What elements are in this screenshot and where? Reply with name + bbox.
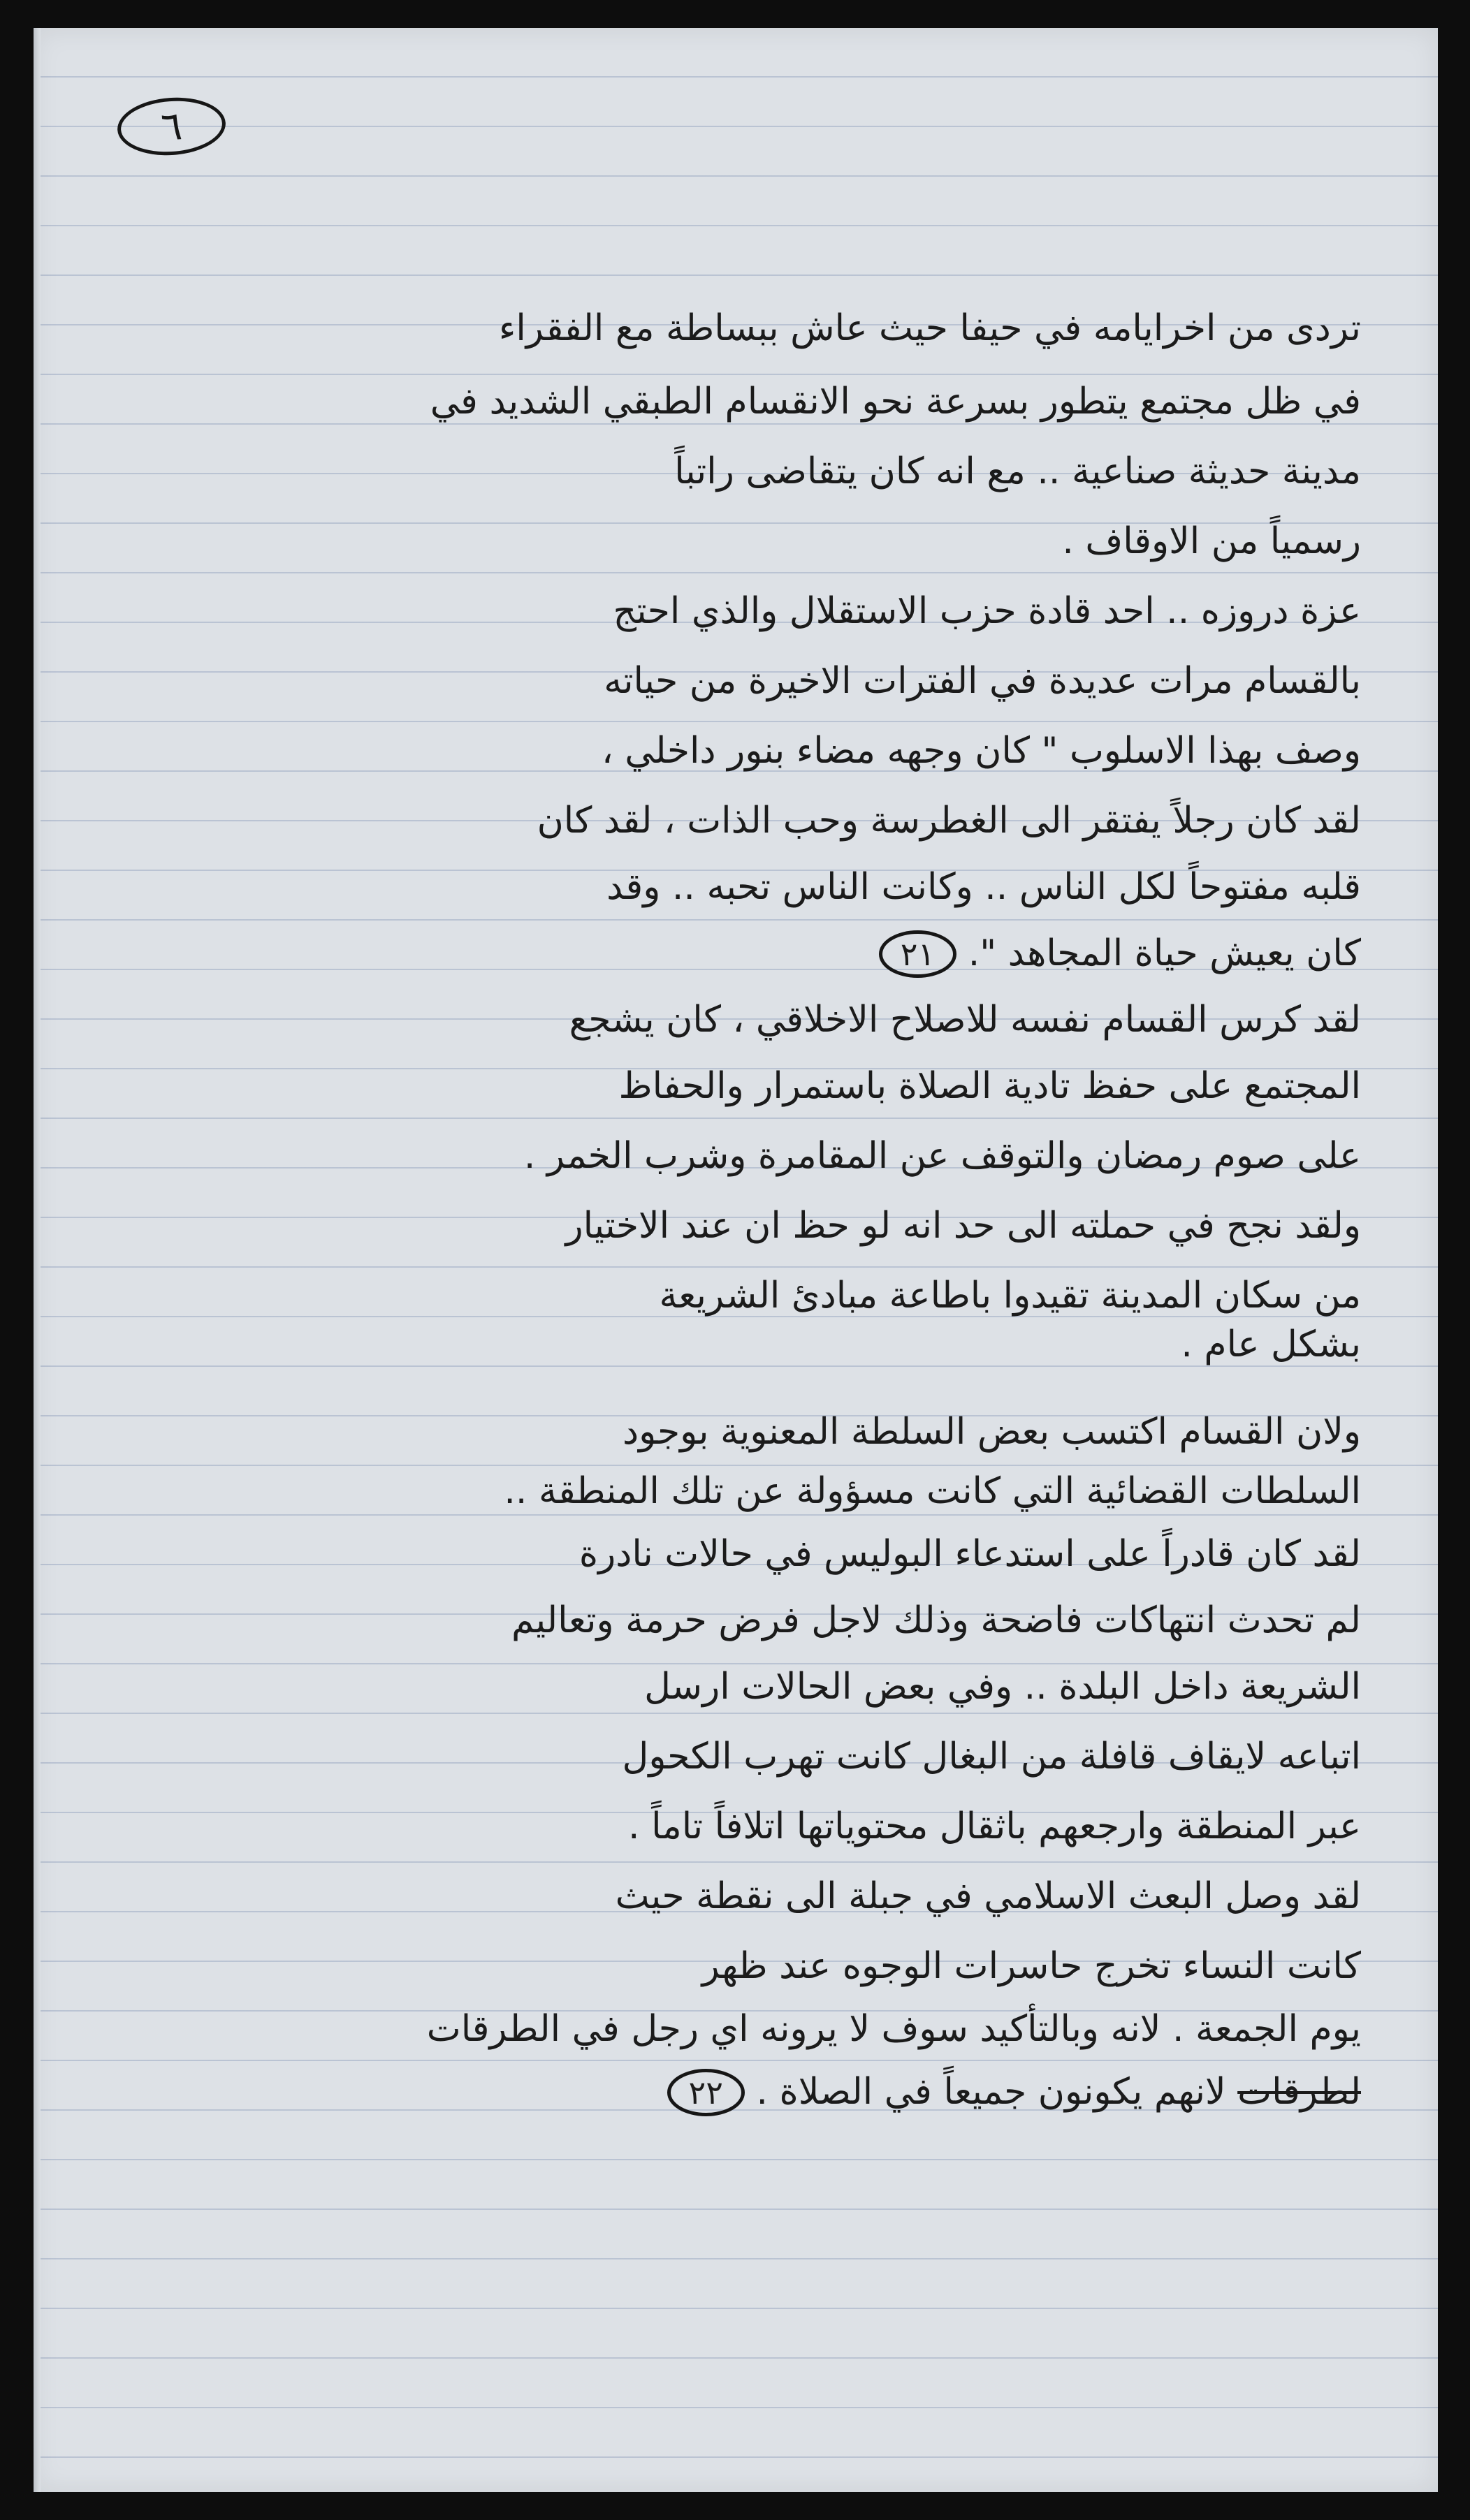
text-line: في ظل مجتمع يتطور بسرعة نحو الانقسام الطبقي الشديد في	[430, 381, 1361, 423]
text-line: لقد وصل البعث الاسلامي في جبلة الى نقطة حيث	[615, 1875, 1361, 1917]
text-line-with-note	[869, 929, 1361, 978]
footnote-marker: ٢١	[879, 930, 956, 978]
text-line: اتباعه لايقاف قافلة من البغال كانت تهرب الكحول	[622, 1736, 1361, 1778]
text-line: رسمياً من الاوقاف .	[1062, 520, 1361, 562]
struck-word: لطرقات	[1237, 2071, 1361, 2113]
text-line: ولقد نجح في حملته الى حد انه لو حظ ان عند الاختيار	[565, 1205, 1361, 1247]
text-line: يوم الجمعة . لانه وبالتأكيد سوف لا يرونه اي رجل في الطرقات	[426, 2008, 1361, 2050]
page-binding-edge	[34, 28, 41, 2492]
text-line: لقد كان رجلاً يفتقر الى الغطرسة وحب الذات ، لقد كان	[537, 800, 1361, 842]
text-line: لقد كرس القسام نفسه للاصلاح الاخلاقي ، كان يشجع	[569, 999, 1361, 1041]
text-line: كانت النساء تخرج حاسرات الوجوه عند ظهر	[701, 1945, 1361, 1987]
page-number: ٦	[159, 103, 184, 150]
page-number-circle	[115, 94, 227, 159]
text-line: لم تحدث انتهاكات فاضحة وذلك لاجل فرض حرمة وتعاليم	[511, 1599, 1361, 1641]
text-line: تردى من اخرايامه في حيفا حيث عاش ببساطة مع الفقراء	[498, 307, 1361, 349]
text-line: السلطات القضائية التي كانت مسؤولة عن تلك المنطقة ..	[504, 1470, 1361, 1512]
text-line: لانهم يكونون جميعاً في الصلاة .	[756, 2071, 1226, 2113]
text-line: بالقسام مرات عديدة في الفترات الاخيرة من حياته	[604, 660, 1361, 702]
text-line: المجتمع على حفظ تادية الصلاة باستمرار والحفاظ	[618, 1065, 1361, 1107]
text-line: عزة دروزه .. احد قادة حزب الاستقلال والذي احتج	[613, 590, 1361, 632]
text-line: كان يعيش حياة المجاهد ".	[968, 932, 1361, 974]
text-line: من سكان المدينة تقيدوا باطاعة مبادئ الشريعة	[659, 1275, 1361, 1317]
text-line: لقد كان قادراً على استدعاء البوليس في حالات نادرة	[578, 1533, 1361, 1575]
text-line: بشكل عام .	[1181, 1324, 1361, 1365]
footnote-marker: ٢٢	[667, 2069, 745, 2116]
text-line: الشريعة داخل البلدة .. وفي بعض الحالات ارسل	[644, 1666, 1361, 1708]
text-line: مدينة حديثة صناعية .. مع انه كان يتقاضى راتباً	[674, 450, 1361, 492]
text-line: وصف بهذا الاسلوب " كان وجهه مضاء بنور داخلي ،	[601, 730, 1361, 772]
text-line: ولان القسام اكتسب بعض السلطة المعنوية بوجود	[622, 1411, 1361, 1453]
text-line: قلبه مفتوحاً لكل الناس .. وكانت الناس تحبه .. وقد	[606, 866, 1361, 908]
text-line: عبر المنطقة وارجعهم باثقال محتوياتها اتلافاً تاماً .	[628, 1805, 1361, 1847]
text-line: على صوم رمضان والتوقف عن المقامرة وشرب الخمر .	[523, 1135, 1361, 1177]
text-line-with-note	[657, 2067, 1361, 2116]
notebook-page	[34, 28, 1438, 2492]
